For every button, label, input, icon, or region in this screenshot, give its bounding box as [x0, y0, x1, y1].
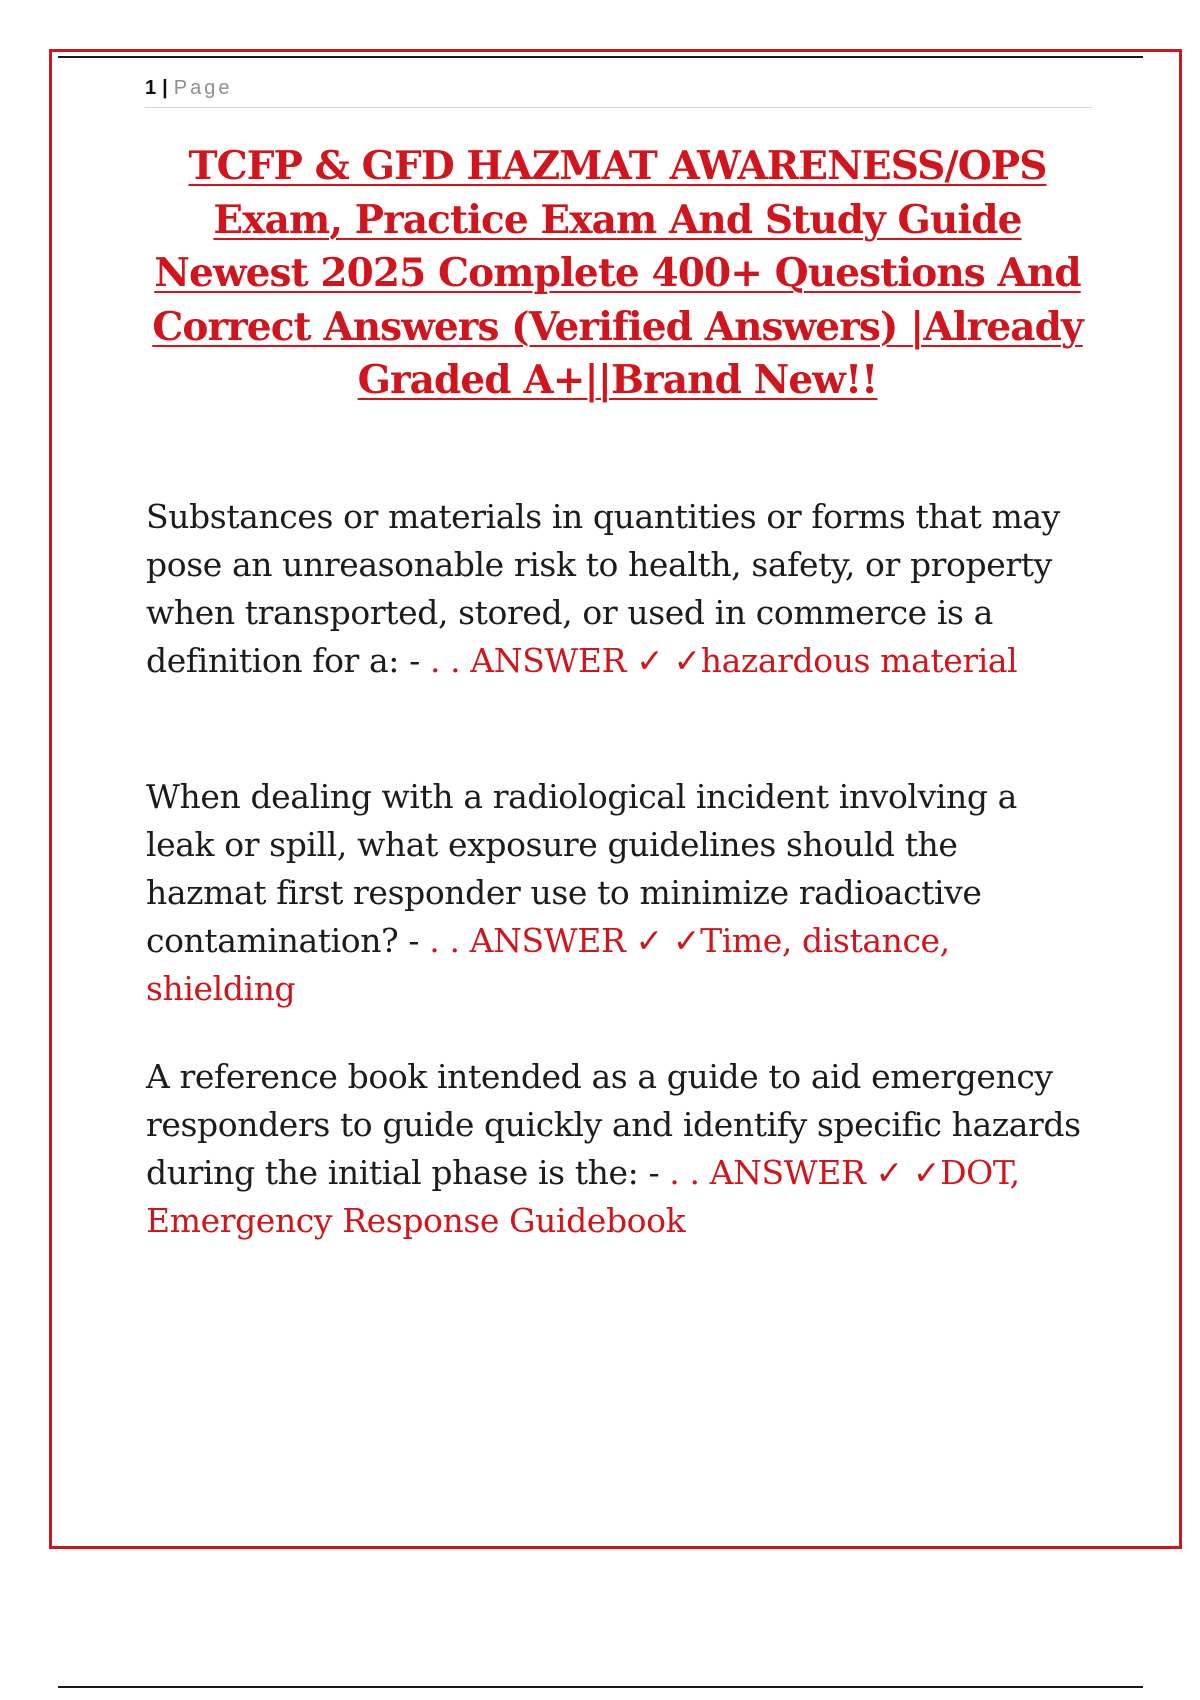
bottom-rule [58, 1686, 1143, 1688]
answer-text: . . ANSWER ✓ ✓hazardous material [429, 641, 1018, 680]
document-title: TCFP & GFD HAZMAT AWARENESS/OPS Exam, Practice Exam And Study Guide Newest 2025 Complete 400+ Questions And Correct Answers (Verified Answers) |Already Graded A+||Brand New!! [152, 143, 1083, 403]
page-label: Page [173, 77, 233, 99]
question-block [146, 773, 1086, 1013]
top-rule [58, 56, 1143, 58]
page-separator: | [162, 77, 168, 99]
question-text: A reference book intended as a guide to aid emergency responders to guide quickly and identify specific hazards during the initial phase is the: - [146, 1057, 1081, 1192]
page-number: 1 [145, 77, 157, 99]
answer-text: . . ANSWER ✓ ✓Time, distance, shielding [146, 921, 950, 1008]
question-block [146, 493, 1086, 685]
question-block [146, 1053, 1086, 1245]
answer-text: . . ANSWER ✓ ✓DOT, Emergency Response Guidebook [146, 1153, 1020, 1240]
question-text: When dealing with a radiological incident involving a leak or spill, what exposure guidelines should the hazmat first responder use to minimize radioactive contamination? - [146, 777, 1017, 960]
page-header [145, 73, 1092, 108]
question-text: Substances or materials in quantities or forms that may pose an unreasonable risk to health, safety, or property when transported, stored, or used in commerce is a definition for a: - [146, 497, 1060, 680]
